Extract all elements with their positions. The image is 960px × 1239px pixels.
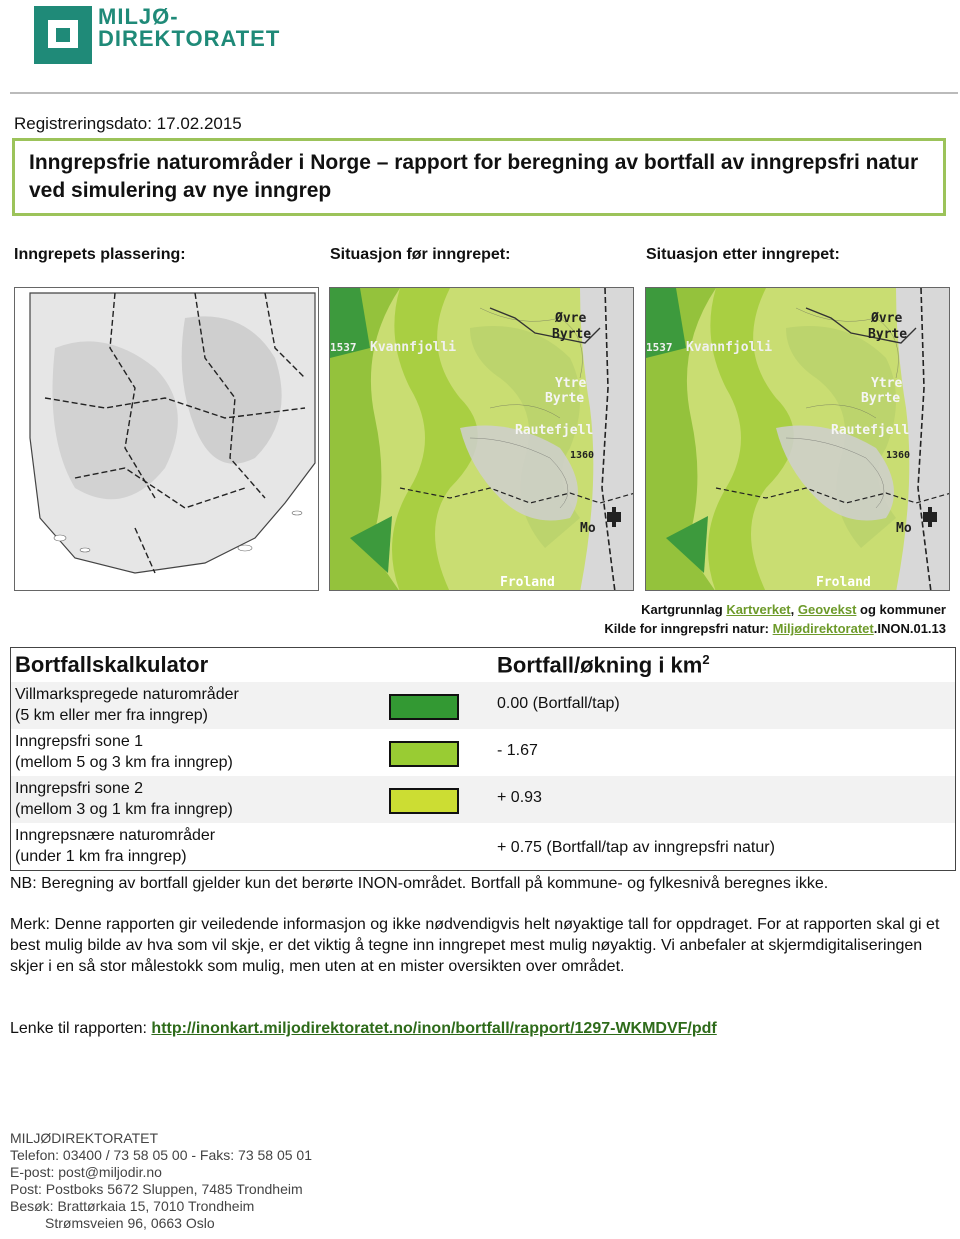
- label-rautefjell: Rautefjell: [515, 423, 594, 438]
- label-ytre: Ytre: [871, 376, 903, 391]
- label-1537: 1537: [646, 341, 673, 354]
- label-froland: Froland: [816, 575, 871, 590]
- logo-line-1: MILJØ-: [98, 4, 179, 29]
- calc-row: [11, 776, 955, 823]
- label-byrte-mid: Byrte: [861, 391, 901, 406]
- row-label: [15, 684, 239, 726]
- row-label-line1: Inngrepsfri sone 2: [15, 780, 144, 797]
- row-value: 0.00 (Bortfall/tap): [497, 695, 620, 712]
- label-mo: Mo: [580, 521, 596, 536]
- label-byrte-top: Byrte: [552, 327, 592, 342]
- credits-line-2: [604, 619, 946, 638]
- miljodirektoratet-link[interactable]: Miljødirektoratet: [772, 621, 874, 636]
- label-kvannfjolli: Kvannfjolli: [370, 340, 457, 355]
- calc-row: [11, 823, 955, 870]
- credits-prefix: Kartgrunnlag: [641, 602, 727, 617]
- label-byrte-mid: Byrte: [545, 391, 585, 406]
- page-title: Inngrepsfrie naturområder i Norge – rapport for beregning av bortfall av inngrepsfri natur ved simulering av nye inngrep: [29, 151, 919, 202]
- row-label-line2: (5 km eller mer fra inngrep): [15, 707, 208, 724]
- title-box: [12, 138, 946, 216]
- legend-swatch: [389, 741, 459, 767]
- label-ovre: Øvre: [871, 311, 903, 326]
- result-unit: 2: [702, 652, 710, 667]
- footer-email: E-post: post@miljodir.no: [10, 1164, 162, 1180]
- label-kvannfjolli: Kvannfjolli: [686, 340, 773, 355]
- logo-line-2: DIREKTORATET: [98, 26, 281, 51]
- footer-org: MILJØDIREKTORATET: [10, 1130, 159, 1146]
- calc-row: [11, 682, 955, 729]
- label-byrte-top: Byrte: [868, 327, 908, 342]
- map-credits: [604, 600, 946, 638]
- placement-heading: Inngrepets plassering:: [14, 246, 186, 263]
- source-suffix: .INON.01.13: [873, 621, 946, 636]
- credits-comma: ,: [790, 602, 798, 617]
- credits-suffix: og kommuner: [856, 602, 946, 617]
- row-label: [15, 731, 233, 773]
- before-heading: Situasjon før inngrepet:: [330, 246, 511, 263]
- legend-swatch: [389, 788, 459, 814]
- row-label: [15, 778, 233, 820]
- header-divider: [10, 92, 958, 94]
- row-label: [15, 825, 215, 867]
- footer-visit-1: Besøk: Brattørkaia 15, 7010 Trondheim: [10, 1198, 255, 1214]
- before-map[interactable]: [329, 287, 634, 591]
- report-link-label: Lenke til rapporten:: [10, 1020, 152, 1037]
- result-title-text: Bortfall/økning i km: [497, 652, 703, 678]
- label-1360: 1360: [570, 450, 595, 461]
- row-label-line1: Inngrepsnære naturområder: [15, 827, 216, 844]
- geovekst-link[interactable]: Geovekst: [797, 602, 857, 617]
- calculator-title: Bortfallskalkulator: [15, 652, 209, 677]
- after-map[interactable]: [645, 287, 950, 591]
- logo-text: [98, 6, 280, 50]
- calc-row: [11, 729, 955, 776]
- row-label-line2: (mellom 3 og 1 km fra inngrep): [15, 801, 233, 818]
- row-value: + 0.93: [497, 789, 542, 806]
- label-1537: 1537: [330, 341, 357, 354]
- disclaimer: Merk: Denne rapporten gir veiledende informasjon og ikke nødvendigvis helt nøyaktige tall for oppdraget. For at rapporten skal gi et best mulig bilde av hva som vil skje, er det viktig å tegne inn inngrepet mest mulig nøyaktig. Vi anbefaler at skjermdigitaliseringen skjer i en så stor målestokk som mulig, men uten at en mister oversikten over området.: [10, 916, 940, 975]
- label-mo: Mo: [896, 521, 912, 536]
- footer-post: Post: Postboks 5672 Sluppen, 7485 Trondheim: [10, 1181, 303, 1197]
- source-prefix: Kilde for inngrepsfri natur:: [604, 621, 773, 636]
- row-label-line1: Villmarkspregede naturområder: [15, 686, 239, 703]
- report-link[interactable]: http://inonkart.miljodirektoratet.no/inon/bortfall/rapport/1297-WKMDVF/pdf: [151, 1020, 717, 1037]
- label-ytre: Ytre: [555, 376, 587, 391]
- loss-calculator: [10, 647, 956, 871]
- row-value: - 1.67: [497, 742, 538, 759]
- footer: [10, 1130, 312, 1232]
- registration-date: Registreringsdato: 17.02.2015: [14, 114, 242, 133]
- nb-note: NB: Beregning av bortfall gjelder kun det berørte INON-området. Bortfall på kommune- og fylkesnivå beregnes ikke.: [10, 875, 829, 892]
- overview-map[interactable]: [14, 287, 319, 591]
- label-ovre: Øvre: [555, 311, 587, 326]
- logo-mark: [34, 6, 92, 64]
- label-froland: Froland: [500, 575, 555, 590]
- kartverket-link[interactable]: Kartverket: [726, 602, 791, 617]
- row-label-line2: (mellom 5 og 3 km fra inngrep): [15, 754, 233, 771]
- legend-swatch: [389, 694, 459, 720]
- result-title: [497, 652, 710, 678]
- footer-phone: Telefon: 03400 / 73 58 05 00 - Faks: 73 58 05 01: [10, 1147, 312, 1163]
- report-link-line: [10, 1020, 717, 1038]
- label-rautefjell: Rautefjell: [831, 423, 910, 438]
- credits-line-1: [604, 600, 946, 619]
- row-label-line2: (under 1 km fra inngrep): [15, 848, 187, 865]
- row-label-line1: Inngrepsfri sone 1: [15, 733, 144, 750]
- after-heading: Situasjon etter inngrepet:: [646, 246, 840, 263]
- label-1360: 1360: [886, 450, 911, 461]
- row-value: + 0.75 (Bortfall/tap av inngrepsfri natur): [497, 839, 775, 856]
- footer-visit-2: Strømsveien 96, 0663 Oslo: [10, 1215, 215, 1231]
